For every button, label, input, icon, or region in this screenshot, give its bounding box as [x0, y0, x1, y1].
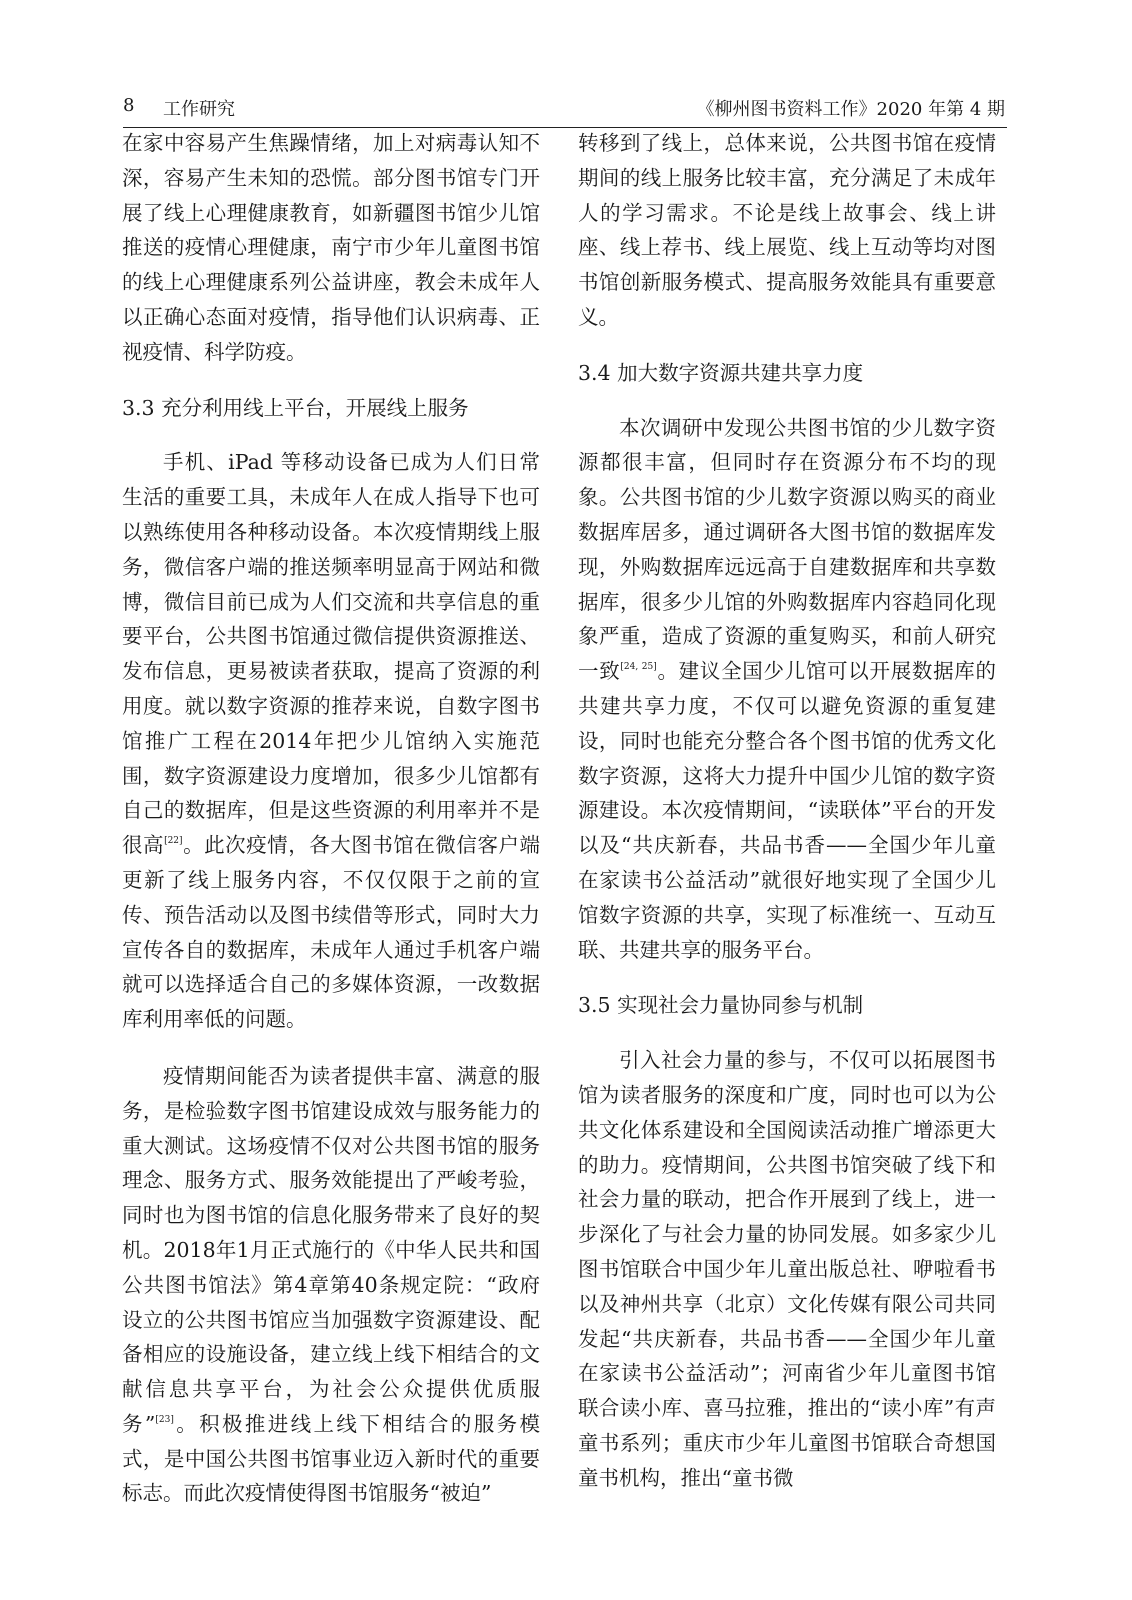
paragraph-text: 本次调研中发现公共图书馆的少儿数字资源都很丰富，但同时存在资源分布不均的现象。公共图书馆的少儿数字资源以购买的商业数据库居多，通过调研各大图书馆的数据库发现，外购数据库远远高于自建数据库和共享数据库，很多少儿馆的外购数据库内容趋同化现象严重，造成了资源的重复购买，和前人研究一致: [578, 415, 996, 684]
running-header: [123, 93, 1007, 128]
paragraph-text: 。此次疫情，各大图书馆在微信客户端更新了线上服务内容，不仅仅限于之前的宣传、预告活动以及图书续借等形式，同时大力宣传各自的数据库，未成年人通过手机客户端就可以选择适合自己的多媒体资源，一改数据库利用率低的问题。: [122, 833, 541, 1032]
paragraph-text: 手机、iPad 等移动设备已成为人们日常生活的重要工具，未成年人在成人指导下也可以熟练使用各种移动设备。本次疫情期线上服务，微信客户端的推送频率明显高于网站和微博，微信目前已成为人们交流和共享信息的重要平台，公共图书馆通过微信提供资源推送、发布信息，更易被读者获取，提高了资源的利用度。就以数字资源的推荐来说，自数字图书馆推广工程在2014年把少儿馆纳入实施范围，数字资源建设力度增加，很多少儿馆都有自己的数据库，但是这些资源的利用率并不是很高: [122, 450, 540, 858]
paragraph-text: 疫情期间能否为读者提供丰富、满意的服务，是检验数字图书馆建设成效与服务能力的重大测试。这场疫情不仅对公共图书馆的服务理念、服务方式、服务效能提出了严峻考验，同时也为图书馆的信息化服务带来了良好的契机。2018年1月正式施行的《中华人民共和国公共图书馆法》第4章第40条规定院：“政府设立的公共图书馆应当加强数字资源建设、配备相应的设施设备，建立线上线下相结合的文献信息共享平台，为社会公众提供优质服务”: [122, 1063, 540, 1436]
heading-3-4: 3.4 加大数字资源共建共享力度: [578, 360, 864, 385]
paragraph-social-forces: 引入社会力量的参与，不仅可以拓展图书馆为读者服务的深度和广度，同时也可以为公共文化体系建设和全国阅读活动推广增添更大的助力。疫情期间，公共图书馆突破了线下和社会力量的联动，把合作开展到了线上，进一步深化了与社会力量的协同发展。如多家少儿图书馆联合中国少年儿童出版总社、咿啦看书以及神州共享（北京）文化传媒有限公司共同发起“共庆新春，共品书香——全国少年儿童在家读书公益活动”；河南省少年儿童图书馆联合读小库、喜马拉雅，推出的“读小库”有声童书系列；重庆市少年儿童图书馆联合奇想国童书机构，推出“童书微: [578, 1048, 996, 1490]
paragraph-continued: 在家中容易产生焦躁情绪，加上对病毒认知不深，容易产生未知的恐慌。部分图书馆专门开展了线上心理健康教育，如新疆图书馆少儿馆推送的疫情心理健康，南宁市少年儿童图书馆的线上心理健康系列公益讲座，教会未成年人以正确心态面对疫情，指导他们认识病毒、正视疫情、科学防疫。: [122, 131, 540, 364]
citation-24-25: [24, 25]: [620, 662, 657, 673]
heading-3-3: 3.3 充分利用线上平台，开展线上服务: [122, 395, 469, 420]
journal-issue: 《柳州图书资料工作》2020 年第 4 期: [696, 99, 1005, 120]
paragraph-text: 。积极推进线上线下相结合的服务模式，是中国公共图书馆事业迈入新时代的重要标志。而此次疫情使得图书馆服务“被迫”: [122, 1411, 541, 1506]
section-name: 工作研究: [163, 99, 235, 120]
page-number: 8: [123, 95, 135, 116]
citation-22: [22]: [164, 836, 183, 847]
paragraph-text: 。建议全国少儿馆可以开展数据库的共建共享力度，不仅可以避免资源的重复建设，同时也能充分整合各个图书馆的优秀文化数字资源，这将大力提升中国少儿馆的数字资源建设。本次疫情期间，“读联体”平台的开发以及“共庆新春，共品书香——全国少年儿童在家读书公益活动”就很好地实现了全国少儿馆数字资源的共享，实现了标准统一、互动互联、共建共享的服务平台。: [578, 659, 997, 962]
paragraph-library-law: [122, 1059, 540, 1511]
left-column: [122, 126, 540, 1511]
citation-23: [23]: [155, 1414, 174, 1425]
heading-3-5: 3.5 实现社会力量协同参与机制: [578, 993, 864, 1018]
paragraph-digital-resources: [578, 411, 996, 968]
right-column: [578, 126, 996, 1495]
paragraph-continued: 转移到了线上，总体来说，公共图书馆在疫情期间的线上服务比较丰富，充分满足了未成年人的学习需求。不论是线上故事会、线上讲座、线上荐书、线上展览、线上互动等均对图书馆创新服务模式、提高服务效能具有重要意义。: [578, 131, 996, 329]
paragraph-mobile-services: [122, 445, 540, 1037]
